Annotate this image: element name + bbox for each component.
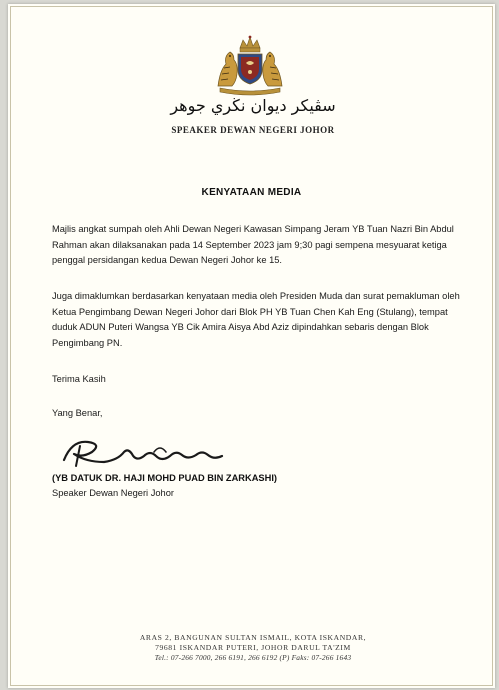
thanks-text: Terima Kasih <box>52 374 106 384</box>
footer-contact-line: Tel.: 07-266 7000, 266 6191, 266 6192 (P) Faks: 07-266 1643 <box>154 653 352 662</box>
letter-page <box>8 4 495 688</box>
signer-title: Speaker Dewan Negeri Johor <box>52 488 174 498</box>
signer-name: (YB DATUK DR. HAJI MOHD PUAD BIN ZARKASHI) <box>52 473 278 483</box>
jawi-office-title: سڤيكر ديوان نڬري جوهر <box>170 96 336 115</box>
paragraph-seating: Juga dimaklumkan berdasarkan kenyataan media oleh Presiden Muda dan surat pemakluman oleh Ketua Pengimbang Dewan Negeri Johor dari Blok PH YB Tuan Chen Kah Eng (Stulang), tempat duduk ADUN Puteri Wangsa YB Cik Amira Aisya Abd Aziz dipindahkan sebaris dengan Blok Pengimbang PN. <box>52 291 460 348</box>
footer-address-line-2: 79681 ISKANDAR PUTERI, JOHOR DARUL TA'ZIM <box>155 643 351 652</box>
letterhead-footer <box>108 633 398 663</box>
handwritten-signature <box>58 422 258 472</box>
johor-coat-of-arms-icon <box>210 34 290 96</box>
closing-text: Yang Benar, <box>52 408 103 418</box>
footer-address-line-1: ARAS 2, BANGUNAN SULTAN ISMAIL, KOTA ISKANDAR, <box>139 633 367 642</box>
office-title: SPEAKER DEWAN NEGERI JOHOR <box>171 125 335 135</box>
paragraph-swearing-in: Majlis angkat sumpah oleh Ahli Dewan Negeri Kawasan Simpang Jeram YB Tuan Nazri Bin Abdul Rahman akan dilaksanakan pada 14 September 2023 jam 9;30 pagi sempena mesyuarat ketiga penggal persidangan kedua Dewan Negeri Johor ke 15. <box>52 224 454 265</box>
document-heading: KENYATAAN MEDIA <box>201 187 302 198</box>
